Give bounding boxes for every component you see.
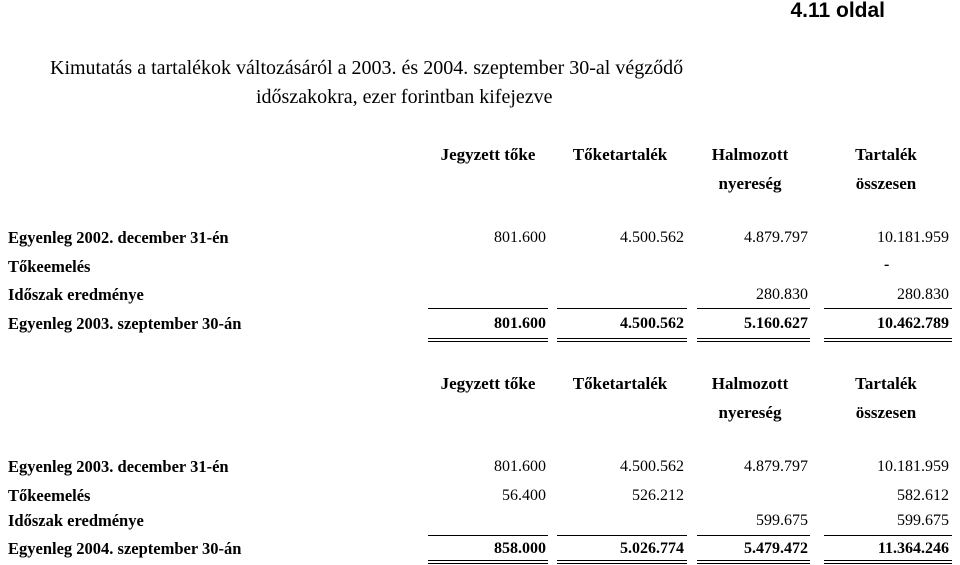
cell-tartalek-osszesen: 10.181.959 [877, 229, 949, 246]
row-label: Egyenleg 2004. szeptember 30-án [8, 539, 242, 558]
cell-tartalek-osszesen: 582.612 [897, 487, 949, 504]
total-rule [428, 341, 548, 342]
cell-toketartalek: 4.500.562 [620, 229, 684, 246]
cell-halmozott-nyereseg: 5.160.627 [744, 315, 808, 332]
cell-jegyzett-toke: 801.600 [494, 229, 546, 246]
col-header-tartalek-1: Tartalék [855, 145, 917, 164]
page-number: 4.11 oldal [790, 0, 885, 22]
cell-halmozott-nyereseg: 4.879.797 [744, 229, 808, 246]
row-label: Időszak eredménye [8, 285, 144, 304]
cell-tartalek-osszesen: 10.462.789 [877, 315, 949, 332]
row-label: Időszak eredménye [8, 511, 144, 530]
row-label: Egyenleg 2002. december 31-én [8, 228, 229, 247]
col-header-halmozott-1: Halmozott [711, 145, 789, 164]
cell-tartalek-osszesen: 599.675 [897, 512, 949, 529]
row-label: Tőkeemelés [8, 257, 91, 276]
subtotal-rule [428, 308, 548, 309]
cell-jegyzett-toke: 858.000 [494, 540, 546, 557]
cell-toketartalek: 5.026.774 [620, 540, 684, 557]
row-label: Egyenleg 2003. szeptember 30-án [8, 314, 242, 333]
col-header-nyereseg-1: nyereség [718, 174, 782, 193]
cell-jegyzett-toke: 801.600 [494, 315, 546, 332]
col-header-nyereseg-2: nyereség [718, 403, 782, 422]
subtotal-rule [824, 535, 952, 536]
total-rule [697, 338, 810, 339]
document-title-line-2: időszakokra, ezer forintban kifejezve [256, 86, 553, 108]
cell-tartalek-osszesen: 280.830 [897, 286, 949, 303]
col-header-osszesen-2: összesen [855, 403, 917, 422]
subtotal-rule [824, 308, 952, 309]
subtotal-rule [557, 308, 687, 309]
subtotal-rule [557, 535, 687, 536]
row-label: Tőkeemelés [8, 486, 91, 505]
total-rule [428, 338, 548, 339]
total-rule [428, 563, 548, 564]
cell-tartalek-osszesen: - [884, 256, 890, 273]
cell-tartalek-osszesen: 11.364.246 [877, 540, 949, 557]
total-rule [697, 560, 810, 561]
document-title-line-1: Kimutatás a tartalékok változásáról a 2003. és 2004. szeptember 30-al végződő [50, 57, 684, 79]
cell-halmozott-nyereseg: 280.830 [756, 286, 808, 303]
cell-tartalek-osszesen: 10.181.959 [877, 458, 949, 475]
total-rule [697, 563, 810, 564]
cell-jegyzett-toke: 801.600 [494, 458, 546, 475]
col-header-tartalek-2: Tartalék [855, 374, 917, 393]
total-rule [697, 341, 810, 342]
total-rule [824, 563, 952, 564]
total-rule [557, 563, 687, 564]
col-header-jegyzett-toke-2: Jegyzett tőke [440, 374, 536, 393]
total-rule [557, 560, 687, 561]
subtotal-rule [428, 535, 548, 536]
subtotal-rule [697, 308, 810, 309]
total-rule [428, 560, 548, 561]
cell-toketartalek: 4.500.562 [620, 315, 684, 332]
total-rule [824, 560, 952, 561]
subtotal-rule [697, 535, 810, 536]
row-label: Egyenleg 2003. december 31-én [8, 457, 229, 476]
total-rule [824, 338, 952, 339]
col-header-toketartalek-2: Tőketartalék [572, 374, 668, 393]
cell-halmozott-nyereseg: 599.675 [756, 512, 808, 529]
col-header-osszesen-1: összesen [855, 174, 917, 193]
total-rule [824, 341, 952, 342]
cell-toketartalek: 4.500.562 [620, 458, 684, 475]
cell-halmozott-nyereseg: 5.479.472 [744, 540, 808, 557]
col-header-jegyzett-toke-1: Jegyzett tőke [440, 145, 536, 164]
col-header-halmozott-2: Halmozott [711, 374, 789, 393]
total-rule [557, 338, 687, 339]
total-rule [557, 341, 687, 342]
cell-jegyzett-toke: 56.400 [502, 487, 546, 504]
cell-toketartalek: 526.212 [632, 487, 684, 504]
cell-halmozott-nyereseg: 4.879.797 [744, 458, 808, 475]
col-header-toketartalek-1: Tőketartalék [572, 145, 668, 164]
